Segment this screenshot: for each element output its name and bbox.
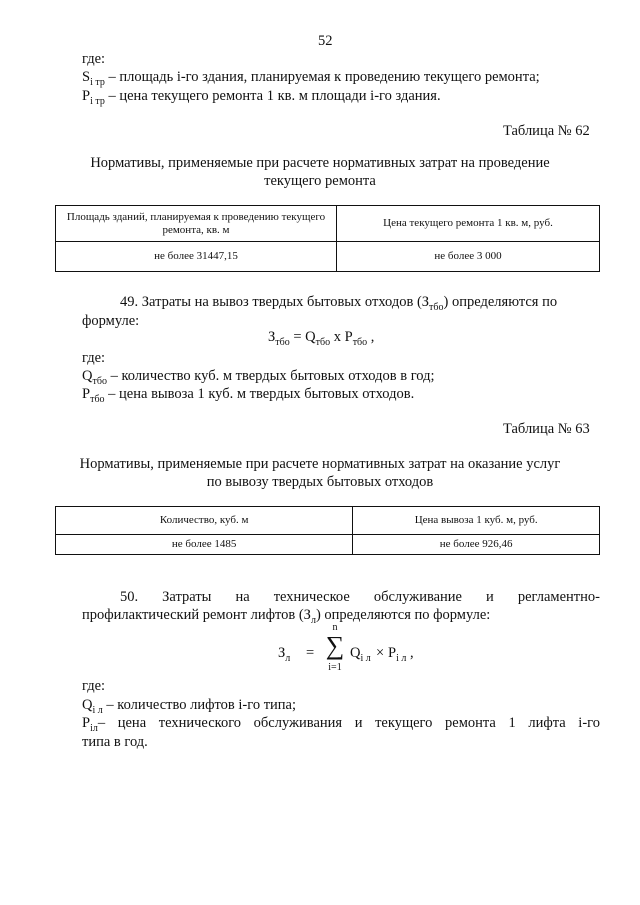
table-cell: не более 926,46 [353,535,600,555]
table-header-cell: Площадь зданий, планируемая к проведению текущего ремонта, кв. м [56,206,337,242]
where-label-1: где: [82,51,106,67]
p-definition-49: $P_{тбо}$ – цена вывоза 1 куб. м твердых бытовых отходов. [82,386,415,405]
table62 [55,205,600,272]
table63-title: Нормативы, применяемые при расчете нормативных затрат на оказание услуг по вывозу твердых бытовых отходов [79,456,561,490]
where-label-50: где: [82,678,106,694]
p-definition: $P_{i тр}$ – цена текущего ремонта 1 кв. м площади i-го здания. [82,88,441,107]
table-header-row [56,507,600,535]
table-header-cell: Количество, куб. м [56,507,353,535]
s-definition: $S_{i тр}$ – площадь i-го здания, планируемая к проведению текущего ремонта; [82,69,540,88]
table-cell: не более 1485 [56,535,353,555]
p-definition-50: $P_{iл}$ – цена технического обслуживания и текущего ремонта 1 лифта i-го [82,715,600,734]
para49-line2: формуле: [82,313,140,329]
p-definition-50-cont: типа в год. [82,734,148,750]
q-definition-50: $Q_{i л}$ – количество лифтов i-го типа; [82,697,297,716]
sum-sigma: ∑ [325,631,345,660]
table62-label: Таблица № 62 [503,123,590,139]
formula-49: $З_{тбо} = Q_{тбо}$ x $P_{тбо}$ , [268,329,375,348]
table63-label: Таблица № 63 [503,421,590,437]
table-header-cell: Цена вывоза 1 куб. м, руб. [353,507,600,535]
table-header-row [56,206,600,242]
where-label-49: где: [82,350,106,366]
table-cell: не более 3 000 [337,242,600,272]
table-row [56,242,600,272]
formula-50: $З_л$ = n ∑ i=1 $Q_{i л}$ × $P_{i л}$ , [278,622,414,673]
q-definition-49: $Q_{тбо}$ – количество куб. м твердых бытовых отходов в год; [82,368,435,387]
table-row [56,535,600,555]
para50-line2: профилактический ремонт лифтов $(З_л)$ определяются по формуле: [82,607,491,626]
page-number: 52 [318,33,333,49]
sum-upper-limit: n [332,622,338,633]
table-header-cell: Цена текущего ремонта 1 кв. м, руб. [337,206,600,242]
para50-line1: 50. Затраты на техническое обслуживание и регламентно- [120,589,600,605]
table63 [55,506,600,555]
sum-lower-limit: i=1 [328,662,342,673]
table-cell: не более 31447,15 [56,242,337,272]
table62-title: Нормативы, применяемые при расчете нормативных затрат на проведение текущего ремонта [90,155,550,189]
para49-line1: 49. Затраты на вывоз твердых бытовых отходов $(З_{тбо})$ определяются по [120,294,558,313]
